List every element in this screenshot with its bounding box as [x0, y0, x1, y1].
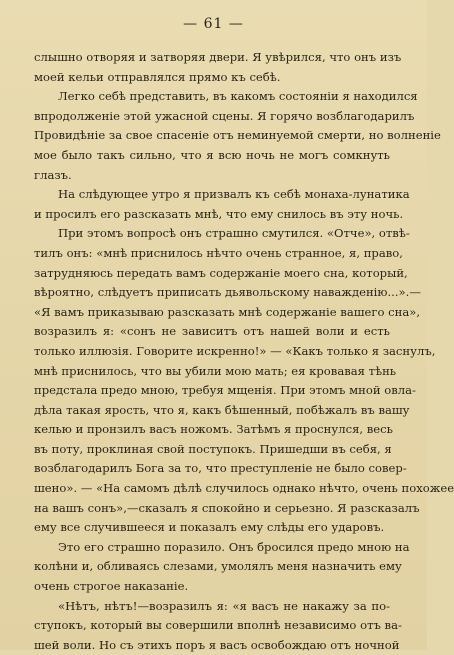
text-line: шено». — «На самомъ дѣлѣ случилось однако нѣчто, очень похожее: [34, 481, 454, 496]
text-line: «Нѣтъ, нѣтъ!—возразилъ я: «я васъ не накажу за по-: [58, 598, 390, 613]
page-number: — 61 —: [183, 16, 244, 32]
text-line: затрудняюсь передать вамъ содержаніе моего сна, который,: [34, 265, 408, 280]
text-line: въ поту, проклиная свой поступокъ. Пришедши въ себя, я: [34, 441, 392, 456]
text-line: предстала предо мною, требуя мщенія. При этомъ мной овла-: [34, 383, 416, 398]
text-line: Легко себѣ представить, въ какомъ состояніи я находился: [58, 89, 418, 104]
text-line: келью и пронзилъ васъ ножомъ. Затѣмъ я проснулся, весь: [34, 422, 393, 437]
text-line: При этомъ вопросѣ онъ страшно смутился. «Отче», отвѣ-: [58, 226, 410, 241]
text-line: на вашъ сонъ»,—сказалъ я спокойно и серьезно. Я разсказалъ: [34, 500, 420, 515]
text-line: ему все случившееся и показалъ ему слѣды его ударовъ.: [34, 520, 385, 535]
text-line: колѣни и, обливаясь слезами, умолялъ меня назначить ему: [34, 559, 402, 574]
text-line: только иллюзія. Говорите искренно!» — «Какъ только я заснулъ,: [34, 343, 436, 358]
text-line: слышно отворяя и затворяя двери. Я увѣрился, что онъ изъ: [34, 50, 402, 64]
text-line: очень строгое наказаніе.: [34, 579, 189, 594]
text-line: возразилъ я: «сонъ не зависитъ отъ нашей воли и есть: [34, 324, 390, 339]
text-line: Это его страшно поразило. Онъ бросился предо мною на: [58, 539, 410, 554]
text-line: моей кельи отправлялся прямо къ себѣ.: [34, 69, 281, 84]
text-line: ступокъ, который вы совершили вполнѣ независимо отъ ва-: [34, 618, 402, 633]
text-line: вѣроятно, слѣдуетъ приписать дьявольскому наважденію...».—: [34, 285, 421, 300]
text-line: мое было такъ сильно, что я всю ночь не могъ сомкнуть: [34, 147, 390, 162]
text-line: дѣла такая ярость, что я, какъ бѣшенный, побѣжалъ въ вашу: [34, 402, 410, 417]
text-line: впродолженіе этой ужасной сцены. Я горячо возблагодарилъ: [34, 108, 415, 123]
text-line: На слѣдующее утро я призвалъ къ себѣ монаха-лунатика: [58, 187, 410, 202]
text-line: мнѣ приснилось, что вы убили мою мать; ея кровавая тѣнь: [34, 363, 397, 378]
text-line: глазъ.: [34, 167, 72, 182]
text-line: шей воли. Но съ этихъ поръ я васъ освобождаю отъ ночной: [34, 637, 400, 652]
text-line: возблагодарилъ Бога за то, что преступленіе не было совер-: [34, 461, 407, 476]
body-text: [34, 48, 454, 655]
text-line: «Я вамъ приказываю разсказать мнѣ содержаніе вашего сна»,: [34, 304, 421, 319]
text-line: и просилъ его разсказать мнѣ, что ему снилось въ эту ночь.: [34, 206, 404, 221]
text-line: тилъ онъ: «мнѣ приснилось нѣчто очень странное, я, право,: [34, 245, 403, 260]
text-line: Провидѣніе за свое спасеніе отъ неминуемой смерти, но волненіе: [34, 128, 441, 143]
